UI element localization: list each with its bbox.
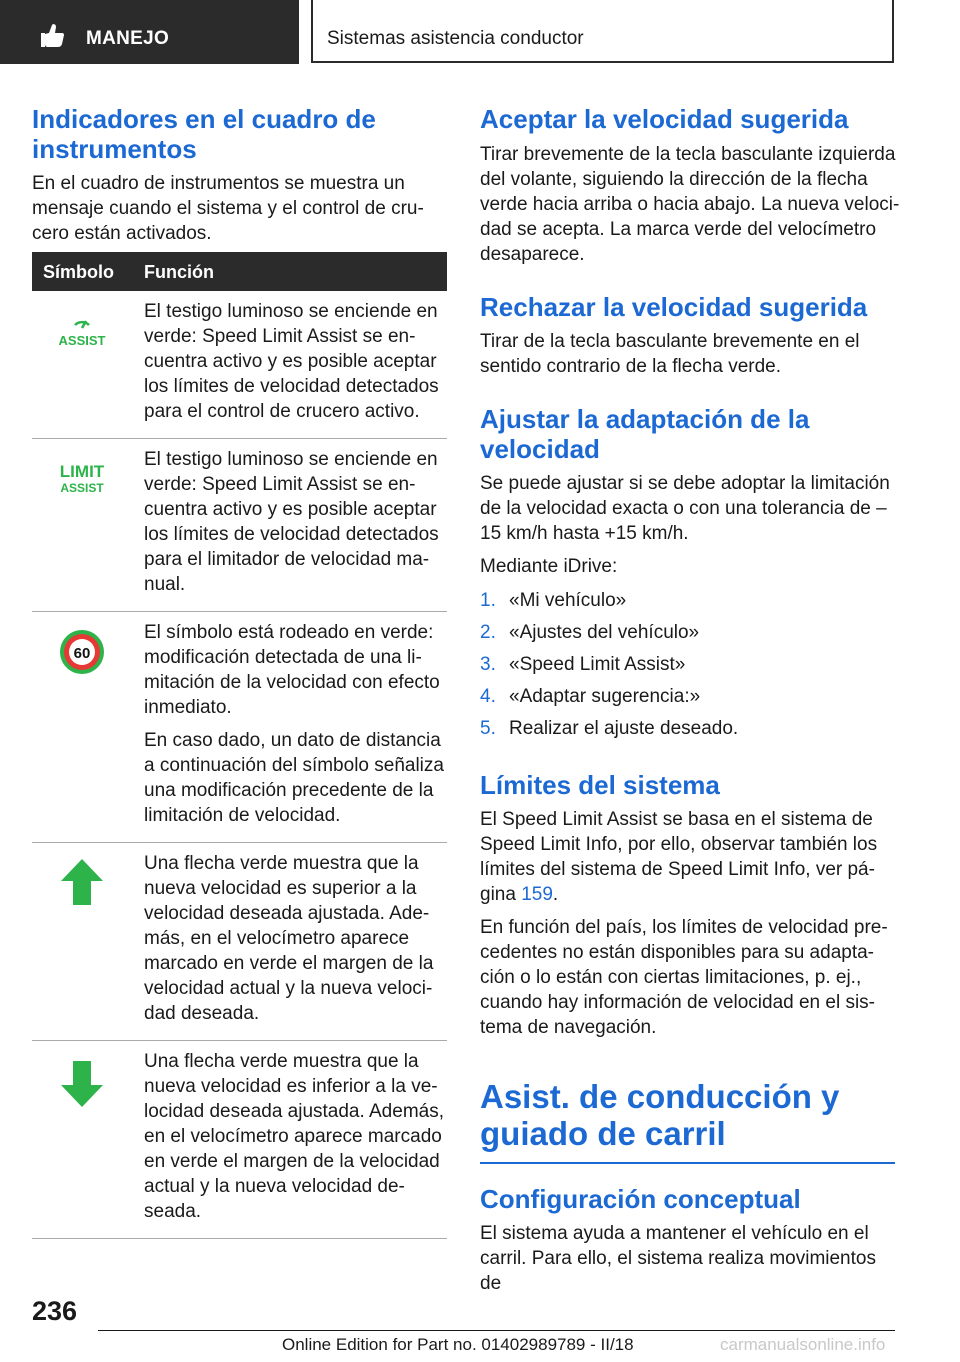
- row-text: El testigo luminoso se enciende en verde: Speed Limit Assist se en-cuentra activo y es posible aceptar los límites de velocidad detectados para el control de crucero activo.: [144, 301, 439, 422]
- edition-text: Online Edition for Part no. 01402989789 - II/18: [282, 1335, 634, 1354]
- table-row: [32, 843, 447, 1041]
- intro-text: En el cuadro de instrumentos se muestra un mensaje cuando el sistema y el control de cru-cero están activados.: [32, 173, 424, 244]
- steps-list: [480, 590, 900, 750]
- concept-text: El sistema ayuda a mantener el vehículo en el carril. Para ello, el sistema realiza movimientos de: [480, 1223, 876, 1294]
- svg-text:60: 60: [73, 645, 91, 662]
- list-item: 5. Realizar el ajuste deseado.: [480, 718, 739, 739]
- hand-icon: [40, 22, 66, 48]
- row-text: El testigo luminoso se enciende en verde: Speed Limit Assist se en-cuentra activo y es posible aceptar los límites de velocidad detectados para el limitador de velocidad ma-nual.: [144, 449, 439, 595]
- section-tab: [0, 0, 299, 64]
- row-text: El símbolo está rodeado en verde: modificación detectada de una li-mitación de la velocidad con efecto inmediato.: [144, 622, 440, 718]
- heading-indicators: Indicadores en el cuadro de instrumentos: [32, 104, 376, 164]
- accept-text: Tirar brevemente de la tecla basculante izquierda del volante, siguiendo la dirección de la flecha verde hacia arriba o hacia abajo. La nueva veloci-dad se acepta. La marca verde del velocímetro desaparece.: [480, 144, 900, 265]
- heading-concept: Configuración conceptual: [480, 1184, 801, 1214]
- list-item: 4. «Adaptar sugerencia:»: [480, 686, 701, 707]
- page-link[interactable]: 159: [521, 884, 553, 905]
- list-item: 1. «Mi vehículo»: [480, 590, 627, 611]
- chapter-label: Sistemas asistencia conductor: [327, 28, 584, 49]
- adjust-text: Se puede ajustar si se debe adoptar la limitación de la velocidad exacta o con una tolerancia de –15 km/h hasta +15 km/h.: [480, 473, 890, 544]
- svg-text:LIMIT: LIMIT: [59, 462, 105, 481]
- green-arrow-up-icon: [59, 857, 105, 907]
- limits-text-2: En función del país, los límites de velocidad pre-cedentes no están disponibles para su adapta-ción o lo están con ciertas limitaciones, p. ej., cuando hay información de velocidad en el sis-tema de navegación.: [480, 917, 888, 1038]
- list-item: 3. «Speed Limit Assist»: [480, 654, 686, 675]
- speed-limit-assist-icon: [55, 309, 109, 349]
- green-arrow-down-icon: [59, 1059, 105, 1109]
- page-number: 236: [32, 1296, 78, 1326]
- watermark: carmanualsonline.info: [720, 1335, 886, 1354]
- chapter-heading: Asist. de conducción y guiado de carril: [480, 1078, 895, 1164]
- reject-text: Tirar de la tecla basculante brevemente en el sentido contrario de la flecha verde.: [480, 331, 860, 377]
- chapter-tab: [311, 0, 894, 63]
- speed-sign-60-icon: [58, 628, 106, 676]
- row-text: Una flecha verde muestra que la nueva velocidad es superior a la velocidad deseada ajustada. Ade-más, en el velocímetro aparece marcado en verde el margen de la velocidad actual y la nueva veloci-dad deseada.: [144, 853, 434, 1024]
- heading-adjust: Ajustar la adaptación de la velocidad: [480, 404, 810, 464]
- row-text: Una flecha verde muestra que la nueva velocidad es inferior a la ve-locidad deseada ajustada. Además, en el velocímetro aparece marcado en verde el margen de la velocidad actual y la nueva velocidad de-seada.: [144, 1051, 444, 1222]
- heading-accept: Aceptar la velocidad sugerida: [480, 104, 849, 134]
- svg-text:ASSIST: ASSIST: [58, 333, 106, 348]
- table-row: [32, 291, 447, 439]
- col-function: Función: [144, 262, 214, 282]
- limits-text: El Speed Limit Assist se basa en el sistema de Speed Limit Info, por ello, observar también los límites del sistema de Speed Limit Info, ver pá-gina 159.: [480, 809, 878, 905]
- row-text: En caso dado, un dato de distancia a continuación del símbolo señaliza una modificación precedente de la limitación de velocidad.: [144, 730, 444, 826]
- footer-rule: [98, 1330, 895, 1331]
- table-row: [32, 1041, 447, 1239]
- heading-reject: Rechazar la velocidad sugerida: [480, 292, 868, 322]
- idrive-label: Mediante iDrive:: [480, 556, 618, 577]
- symbol-table: [32, 252, 447, 1239]
- svg-text:ASSIST: ASSIST: [60, 481, 104, 495]
- table-header: [32, 252, 447, 291]
- limit-assist-icon: [55, 461, 109, 497]
- col-symbol: Símbolo: [43, 262, 114, 282]
- heading-limits: Límites del sistema: [480, 770, 720, 800]
- section-label: MANEJO: [86, 28, 170, 49]
- table-row: [32, 439, 447, 612]
- table-row: [32, 612, 447, 843]
- list-item: 2. «Ajustes del vehículo»: [480, 622, 700, 643]
